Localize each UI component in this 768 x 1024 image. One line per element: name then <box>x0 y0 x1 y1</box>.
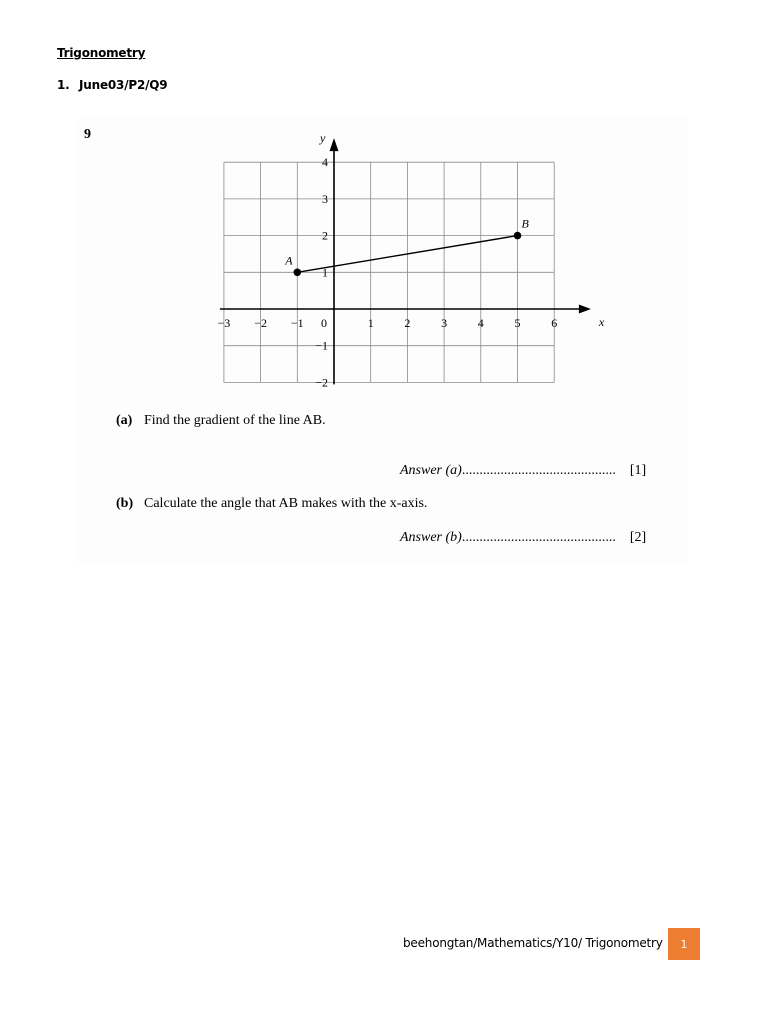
y-tick-label: 1 <box>322 265 328 280</box>
part-a-text: Find the gradient of the line AB. <box>144 413 326 428</box>
question-number-9: 9 <box>84 127 91 142</box>
x-tick-label: 4 <box>477 316 484 330</box>
answer-a-marks: [1] <box>629 463 647 478</box>
part-b-text: Calculate the angle that AB makes with the x-axis. <box>144 496 428 511</box>
answer-a-line <box>400 463 646 479</box>
y-tick-label: 3 <box>322 191 328 206</box>
point-b <box>514 232 522 240</box>
y-tick-label: −1 <box>315 338 328 353</box>
answer-b-label: Answer (b) <box>400 530 462 545</box>
x-tick-label: −2 <box>254 316 267 330</box>
question-source: June03/P2/Q9 <box>79 78 168 92</box>
x-axis-label: x <box>598 315 605 329</box>
part-a-question <box>116 413 326 429</box>
question-reference <box>57 78 167 92</box>
answer-b-line <box>400 530 646 546</box>
y-axis-label: y <box>320 131 326 146</box>
x-tick-label: 1 <box>367 316 374 330</box>
part-b-question <box>116 496 427 512</box>
point-label-b: B <box>521 216 529 231</box>
page-number-badge: 1 <box>668 928 700 960</box>
y-tick-label: 4 <box>322 155 328 170</box>
x-tick-label: 0 <box>321 316 327 330</box>
y-axis-arrow <box>330 138 339 151</box>
part-a-label: (a) <box>116 413 133 428</box>
x-tick-label: 2 <box>404 316 411 330</box>
part-b-label: (b) <box>116 496 134 511</box>
question-number: 1. <box>57 78 70 92</box>
answer-b-marks: [2] <box>629 530 647 545</box>
answer-a-dots: ............................................ <box>461 463 616 478</box>
coordinate-graph <box>78 118 688 418</box>
footer-path: beehongtan/Mathematics/Y10/ Trigonometry <box>403 936 663 950</box>
answer-b-dots: ............................................ <box>461 530 616 545</box>
x-tick-label: −1 <box>290 316 304 330</box>
y-tick-label: −2 <box>315 375 328 390</box>
x-tick-label: −3 <box>217 316 231 330</box>
answer-a-label: Answer (a) <box>400 463 462 478</box>
point-label-a: A <box>285 253 293 268</box>
section-title: Trigonometry <box>57 46 146 60</box>
y-tick-label: 2 <box>322 228 328 243</box>
x-tick-label: 5 <box>514 316 521 330</box>
x-tick-label: 3 <box>441 316 448 330</box>
x-axis-arrow <box>579 305 591 314</box>
point-a <box>294 269 302 277</box>
x-tick-label: 6 <box>551 316 558 330</box>
question-scan <box>78 118 688 563</box>
